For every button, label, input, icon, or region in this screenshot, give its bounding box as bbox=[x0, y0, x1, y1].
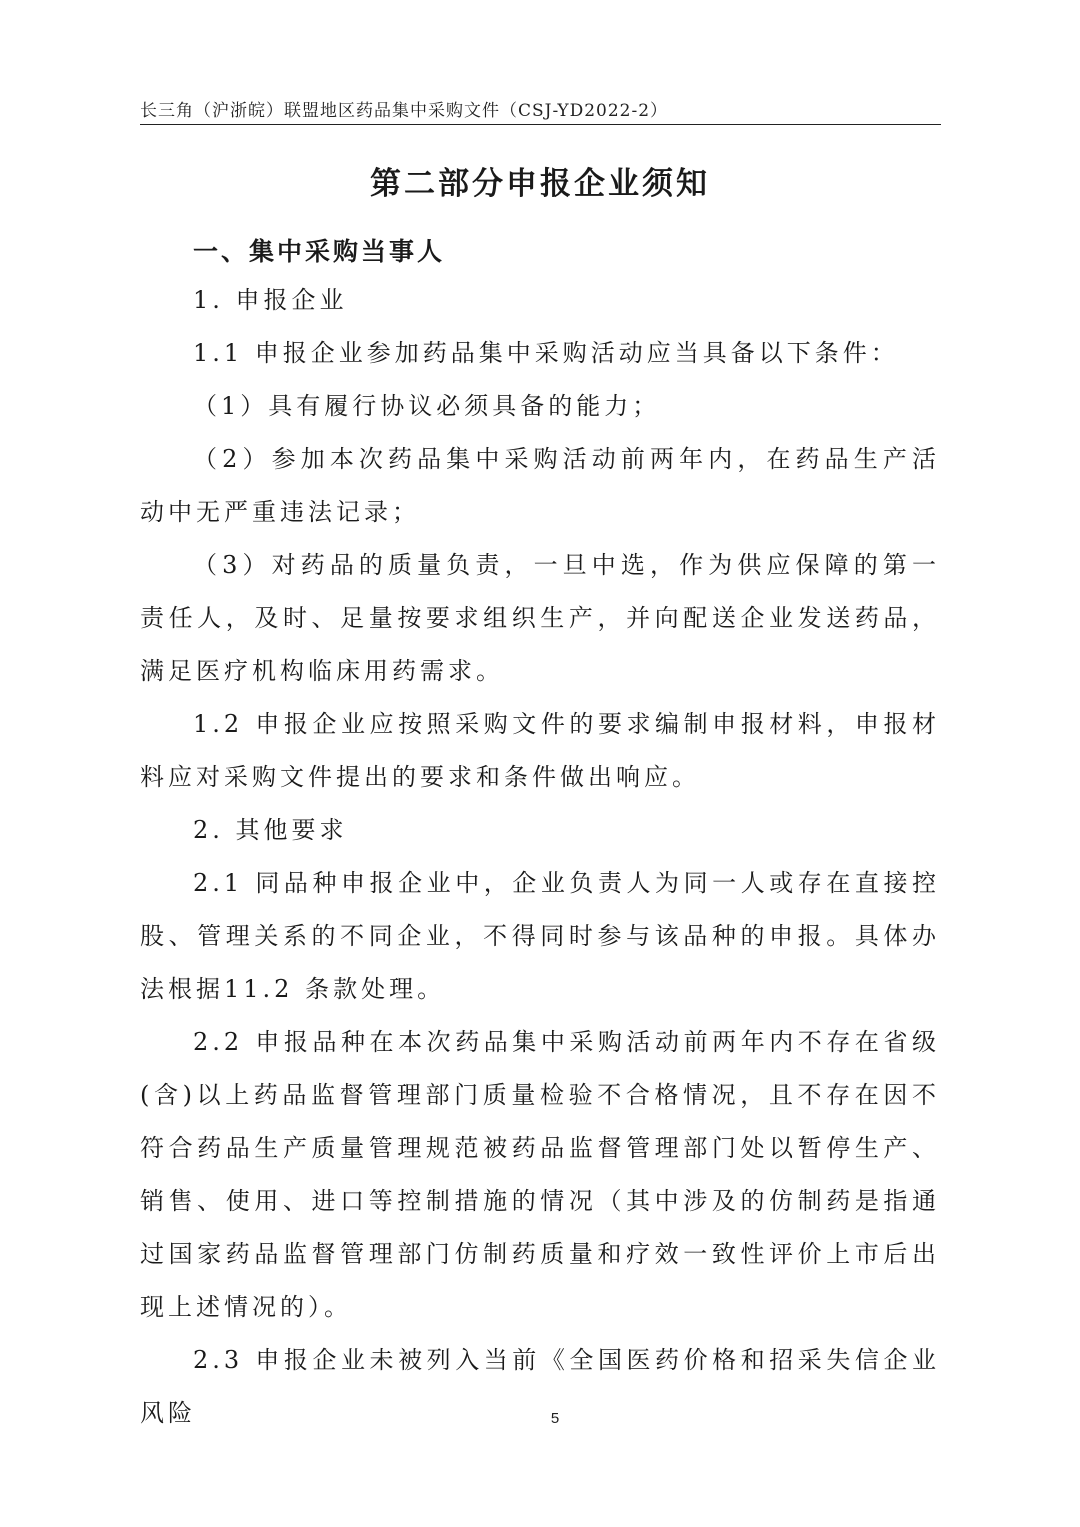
list-item-3: （3）对药品的质量负责，一旦中选，作为供应保障的第一责任人，及时、足量按要求组织生产，并向配送企业发送药品，满足医疗机构临床用药需求。 bbox=[140, 551, 940, 685]
header-rule bbox=[140, 124, 941, 125]
subheading-other-requirements: 2. 其他要求 bbox=[193, 816, 348, 844]
page-number: 5 bbox=[550, 1410, 560, 1427]
running-header: 长三角（沪浙皖）联盟地区药品集中采购文件（CSJ-YD2022-2） bbox=[140, 101, 669, 121]
subheading-applicant: 1. 申报企业 bbox=[193, 286, 348, 314]
list-item-2: （2）参加本次药品集中采购活动前两年内，在药品生产活动中无严重违法记录； bbox=[140, 445, 940, 526]
body-text bbox=[140, 274, 940, 1440]
paragraph-2-3: 2.3 申报企业未被列入当前《全国医药价格和招采失信企业风险 bbox=[140, 1346, 940, 1427]
paragraph-2-1: 2.1 同品种申报企业中，企业负责人为同一人或存在直接控股、管理关系的不同企业，不得同时参与该品种的申报。具体办法根据11.2 条款处理。 bbox=[140, 869, 940, 1003]
paragraph-1-2: 1.2 申报企业应按照采购文件的要求编制申报材料，申报材料应对采购文件提出的要求和条件做出响应。 bbox=[140, 710, 940, 791]
list-item-1: （1）具有履行协议必须具备的能力； bbox=[193, 392, 661, 420]
part-title: 第二部分申报企业须知 bbox=[370, 166, 710, 202]
paragraph-1-1: 1.1 申报企业参加药品集中采购活动应当具备以下条件： bbox=[193, 339, 899, 367]
paragraph-2-2: 2.2 申报品种在本次药品集中采购活动前两年内不存在省级(含)以上药品监督管理部门质量检验不合格情况，且不存在因不符合药品生产质量管理规范被药品监督管理部门处以暂停生产、销售、使用、进口等控制措施的情况（其中涉及的仿制药是指通过国家药品监督管理部门仿制药质量和疗效一致性评价上市后出现上述情况的）。 bbox=[140, 1028, 940, 1321]
section-heading: 一、集中采购当事人 bbox=[193, 237, 446, 266]
